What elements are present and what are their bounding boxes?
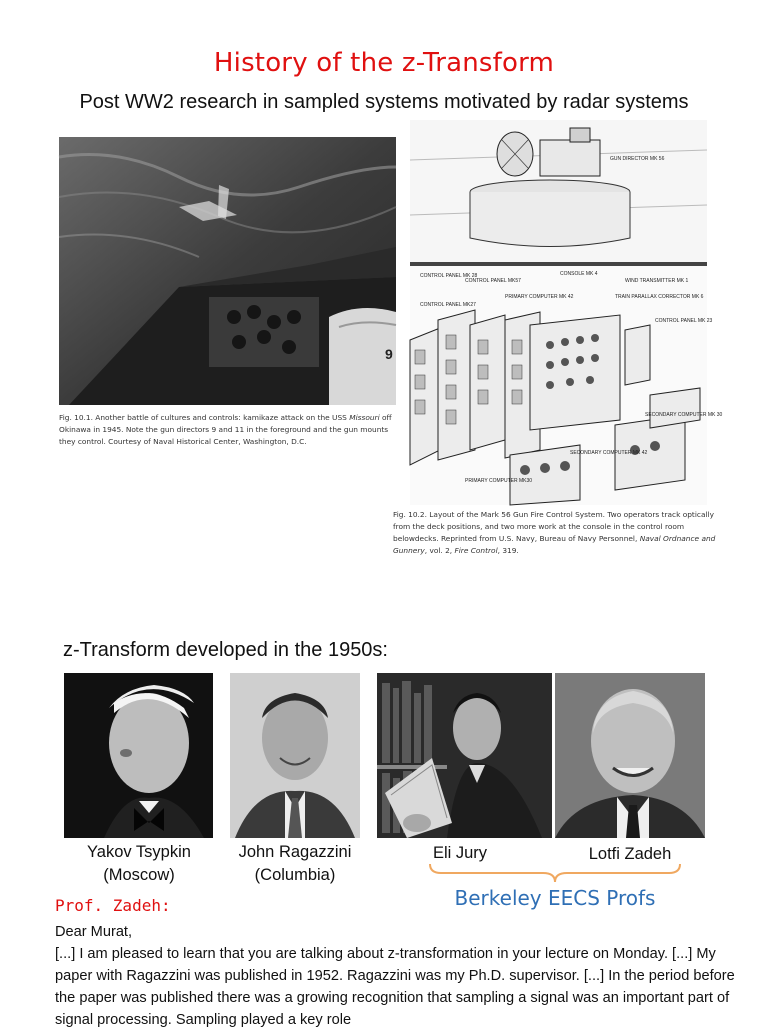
- label-control-panel-mk23: CONTROL PANEL MK 23: [655, 318, 713, 324]
- person-name-tsypkin: Yakov Tsypkin (Moscow): [87, 843, 191, 884]
- label-wind-transmitter: WIND TRANSMITTER MK 1: [625, 278, 689, 284]
- berkeley-label: Berkeley EECS Profs: [454, 886, 656, 910]
- label-gun-director: GUN DIRECTOR MK 56: [610, 156, 665, 162]
- person-name-ragazzini: John Ragazzini (Columbia): [238, 843, 352, 884]
- prof-label: Prof. Zadeh:: [55, 896, 171, 915]
- person-name-jury: Eli Jury: [432, 844, 488, 862]
- section-heading: z-Transform developed in the 1950s:: [63, 639, 388, 661]
- label-console: CONSOLE MK 4: [560, 271, 598, 277]
- portrait-tsypkin: [64, 673, 213, 838]
- figure2-caption: Fig. 10.2. Layout of the Mark 56 Gun Fire Control System. Two operators track optically from the deck positions, and two more work at the console in the control room belowdecks. Reprinted from U.S. Navy, Bureau of Navy Personnel, Naval Ordnance and Gunnery, vol. 2, Fire Control, 319.: [393, 510, 716, 555]
- label-secondary-computer-mk30: SECONDARY COMPUTER MK 30: [645, 412, 723, 418]
- person-name-zadeh: Lotfi Zadeh: [588, 845, 672, 863]
- label-primary-computer-mk42: PRIMARY COMPUTER MK 42: [505, 294, 574, 300]
- label-control-panel-mk57: CONTROL PANEL MK57: [465, 278, 521, 284]
- portrait-zadeh: [555, 673, 705, 838]
- mark56-diagram: [410, 120, 723, 505]
- label-control-panel-mk28: CONTROL PANEL MK 28: [420, 273, 478, 279]
- label-train-parallax: TRAIN PARALLAX CORRECTOR MK 6: [615, 294, 704, 300]
- letter-text: [55, 921, 735, 1031]
- portrait-ragazzini: [230, 673, 360, 838]
- label-primary-computer-mk30: PRIMARY COMPUTER MK30: [465, 478, 533, 484]
- label-control-panel-mk27: CONTROL PANEL MK27: [420, 302, 476, 308]
- group-bracket: [427, 862, 683, 884]
- letter-body: [...] I am pleased to learn that you are talking about z-transformation in your lecture on Monday. [...] My paper with Ragazzini was published in 1952. Ragazzini was my Ph.D. supervisor. [...] In the period before the paper was published there was a growing recognition that sampling a signal was an important part of signal processing. Sampling played a key role: [55, 946, 735, 1028]
- page-title: History of the z-Transform: [213, 48, 555, 78]
- page-subtitle: Post WW2 research in sampled systems motivated by radar systems: [79, 91, 689, 113]
- label-secondary-computer-mk42: SECONDARY COMPUTER MK 42: [570, 450, 648, 456]
- figure1-caption: Fig. 10.1. Another battle of cultures and controls: kamikaze attack on the USS Missouri off Okinawa in 1945. Note the gun directors 9 and 11 in the foreground and the gun mounts they control. Courtesy of Naval Historical Center, Washington, D.C.: [59, 413, 392, 446]
- hull-number: 9: [385, 346, 393, 362]
- portrait-jury: [377, 673, 552, 838]
- kamikaze-photo: [59, 137, 396, 405]
- letter-salutation: Dear Murat,: [55, 924, 133, 940]
